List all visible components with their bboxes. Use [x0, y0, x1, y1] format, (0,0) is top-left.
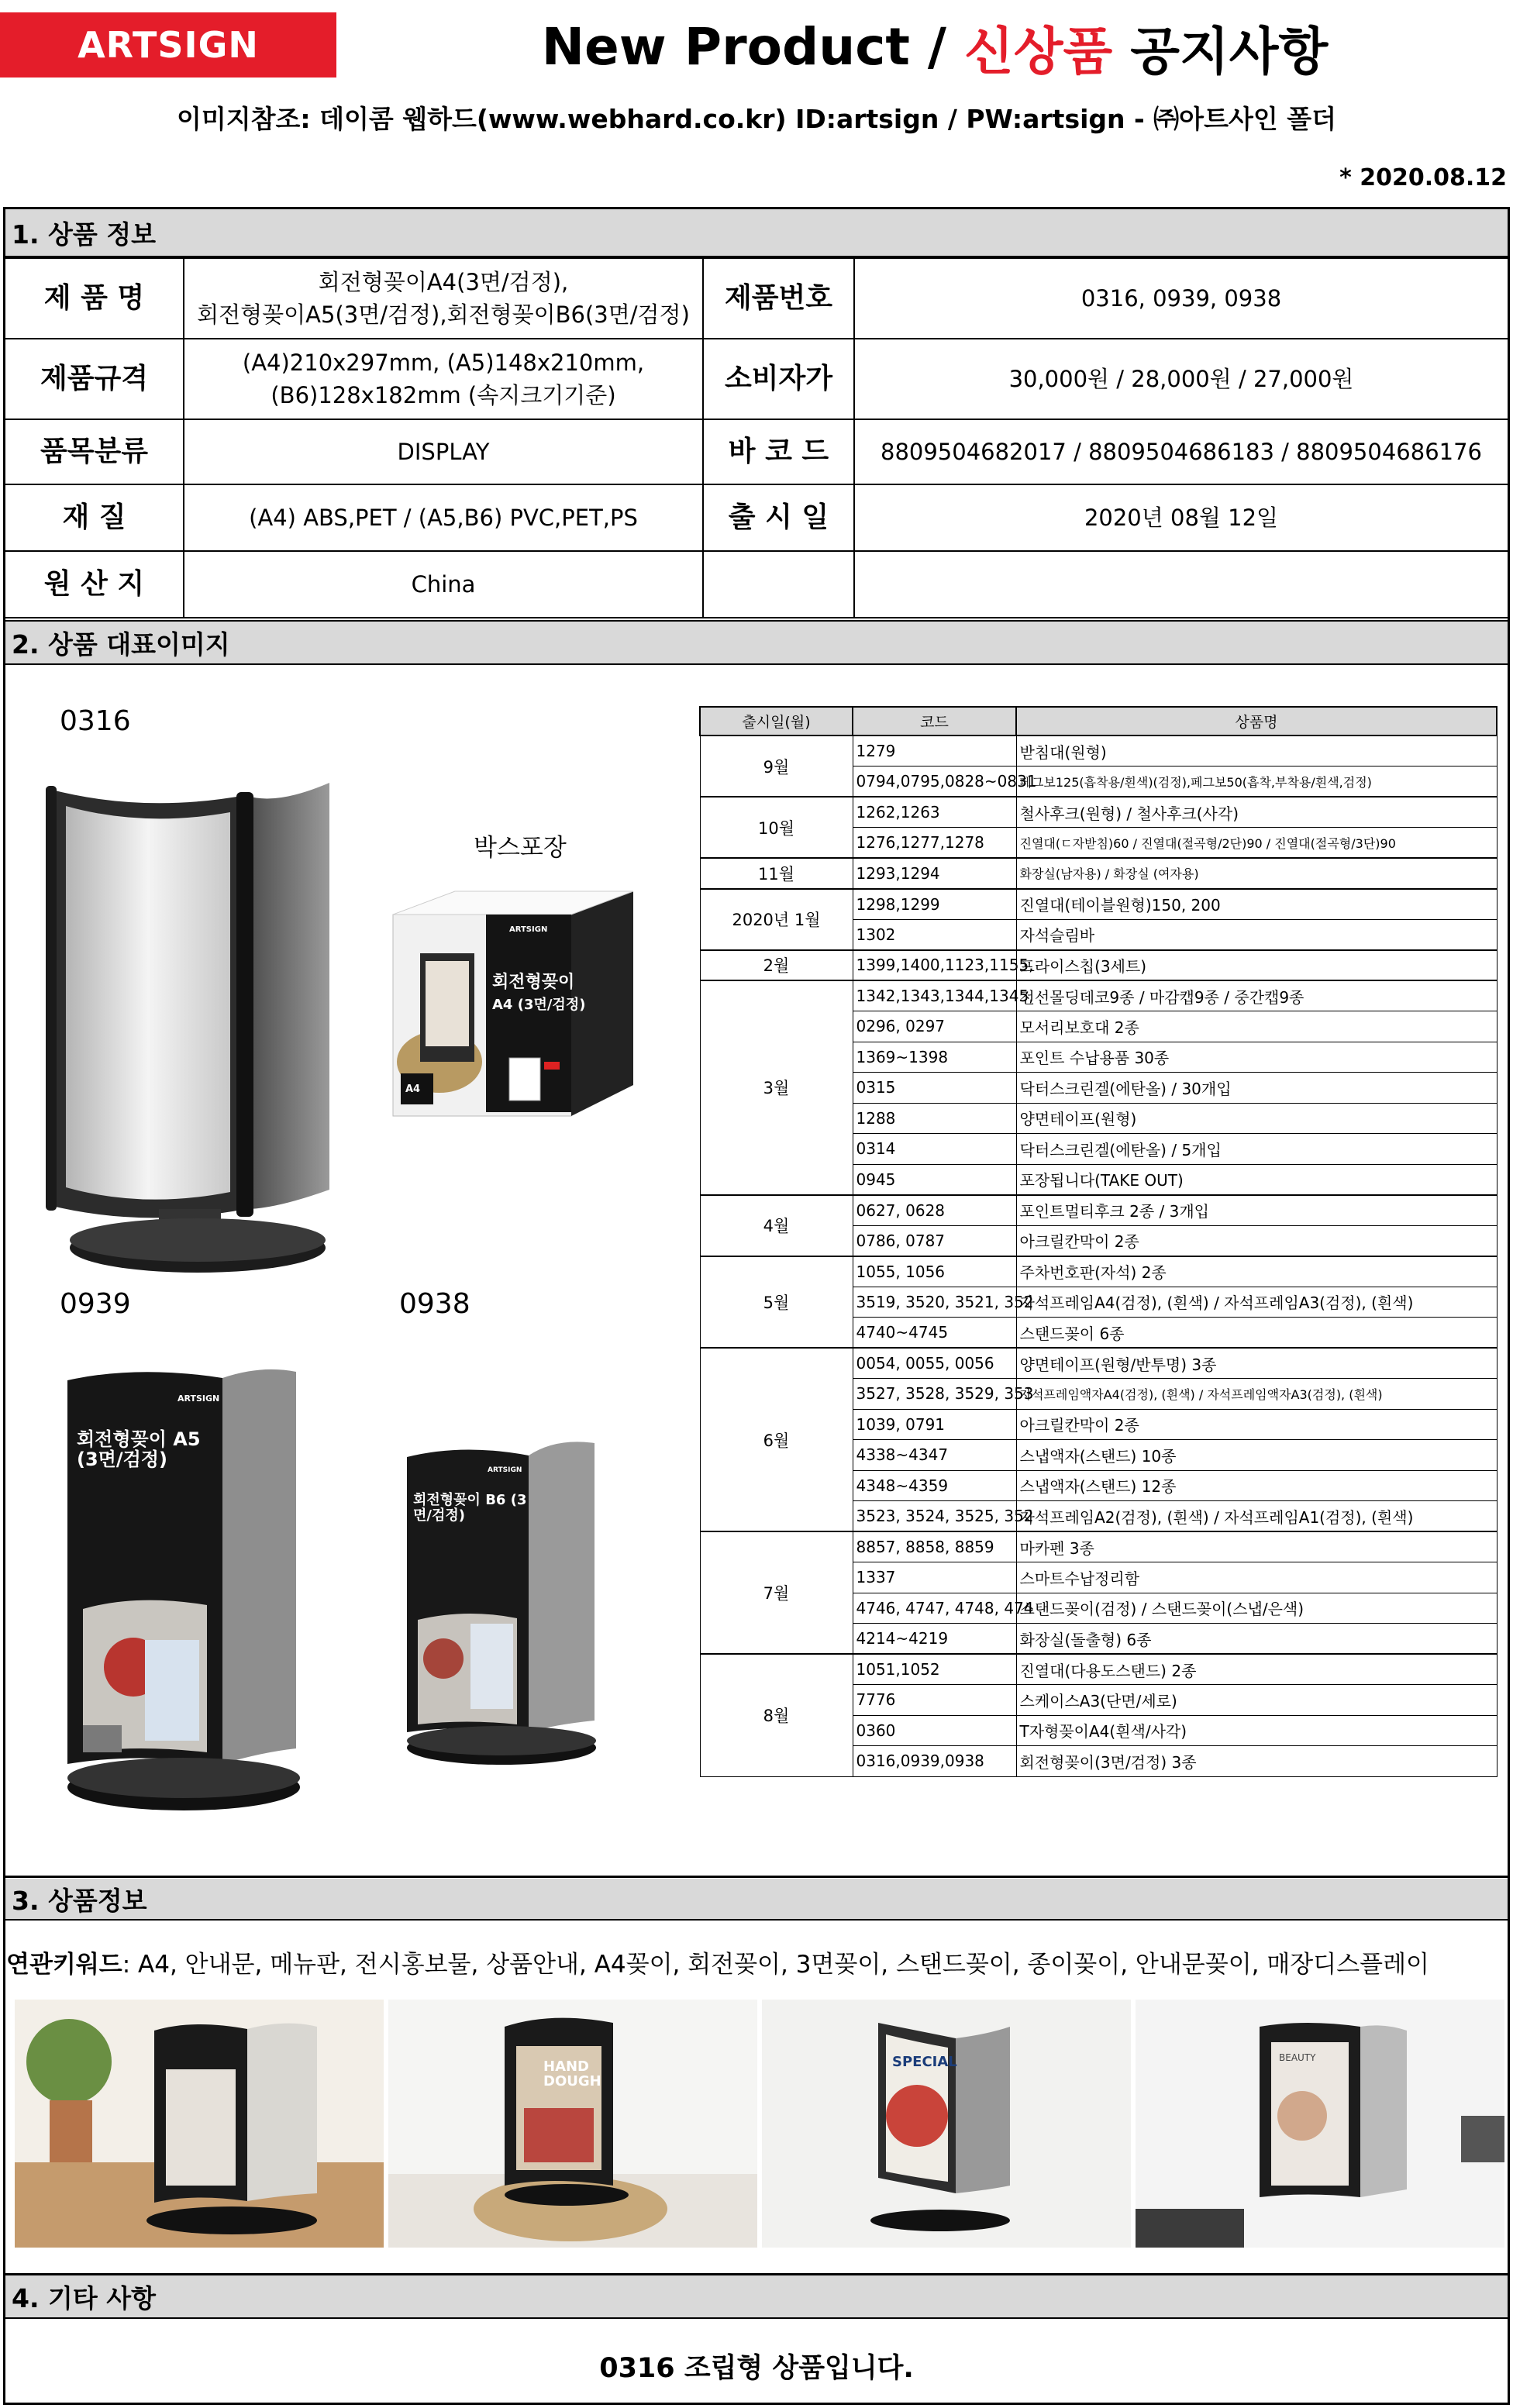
info-row-material	[5, 484, 1508, 551]
product-name-cell: 스탠드꽂이 6종	[1016, 1318, 1497, 1349]
lifestyle-photo-3	[762, 2000, 1131, 2248]
label-barcode: 바 코 드	[703, 419, 854, 484]
product-code-cell: 0794,0795,0828~0831	[853, 766, 1016, 797]
release-schedule-table	[699, 706, 1497, 1777]
product-image-0939	[60, 1361, 304, 1814]
product-name-cell: 양면테이프(원형)	[1016, 1103, 1497, 1134]
product-code-cell: 4746, 4747, 4748, 474	[853, 1593, 1016, 1624]
lifestyle-photo-1	[15, 2000, 384, 2248]
image-label-0938: 0938	[399, 1288, 470, 1320]
release-month-cell: 11월	[700, 858, 853, 889]
release-month-cell: 6월	[700, 1348, 853, 1531]
product-name-cell: 아크릴칸막이 2종	[1016, 1225, 1497, 1256]
header-product-name: 상품명	[1016, 707, 1497, 735]
product-name-cell: 자석슬림바	[1016, 919, 1497, 950]
header-release-month: 출시일(월)	[700, 707, 853, 735]
product-code-cell: 4214~4219	[853, 1624, 1016, 1655]
product-code-cell: 0054, 0055, 0056	[853, 1348, 1016, 1379]
value-product-number: 0316, 0939, 0938	[854, 258, 1508, 339]
product-info-table	[5, 257, 1508, 618]
product-code-cell: 4740~4745	[853, 1318, 1016, 1349]
product-code-cell: 1293,1294	[853, 858, 1016, 889]
a5-brand: ARTSIGN	[177, 1393, 220, 1404]
label-category: 품목분류	[5, 419, 184, 484]
table-row	[700, 1654, 1497, 1685]
product-code-cell: 7776	[853, 1685, 1016, 1716]
image-label-0939: 0939	[60, 1288, 131, 1320]
keyword-line	[6, 1945, 1429, 1979]
label-release-date: 출 시 일	[703, 484, 854, 551]
value-price: 30,000원 / 28,000원 / 27,000원	[854, 339, 1508, 419]
image-label-0316: 0316	[60, 705, 131, 737]
title-new-product: 신상품	[963, 21, 1113, 81]
product-code-cell: 8857, 8858, 8859	[853, 1531, 1016, 1562]
product-code-cell: 3527, 3528, 3529, 353	[853, 1379, 1016, 1410]
product-code-cell: 3519, 3520, 3521, 352	[853, 1287, 1016, 1318]
product-code-cell: 0314	[853, 1134, 1016, 1165]
notice-date: * 2020.08.12	[1339, 164, 1507, 191]
product-code-cell: 1302	[853, 919, 1016, 950]
product-name-cell: 화장실(남자용) / 화장실 (여자용)	[1016, 858, 1497, 889]
header-code: 코드	[853, 707, 1016, 735]
product-name-cell: 스케이스A3(단면/세로)	[1016, 1685, 1497, 1716]
product-code-cell: 3523, 3524, 3525, 352	[853, 1501, 1016, 1532]
product-name-cell: 마카펜 3종	[1016, 1531, 1497, 1562]
product-image-0316	[43, 775, 337, 1279]
product-name-cell: 페그보125(흡착용/흰색)(검정),페그보50(흡착,부착용/흰색,검정)	[1016, 766, 1497, 797]
value-barcode: 8809504682017 / 8809504686183 / 8809504686176	[854, 419, 1508, 484]
product-name-cell: 화장실(돌출형) 6종	[1016, 1624, 1497, 1655]
lifestyle-photo-2	[388, 2000, 757, 2248]
label-spec: 제품규격	[5, 339, 184, 419]
product-name-cell: 포인트 수납용품 30종	[1016, 1042, 1497, 1073]
label-product-name: 제 품 명	[5, 258, 184, 339]
product-name-cell: 스탠드꽂이(검정) / 스탠드꽂이(스냅/은색)	[1016, 1593, 1497, 1624]
box-product-name-1: 회전형꽂이	[492, 973, 575, 992]
box-size-badge: A4	[405, 1083, 421, 1095]
info-row-name	[5, 258, 1508, 339]
release-month-cell: 8월	[700, 1654, 853, 1776]
photo2-sign-text: HAND DOUGH	[543, 2058, 601, 2089]
product-name-cell: T자형꽂이A4(흰색/사각)	[1016, 1715, 1497, 1746]
table-row	[700, 797, 1497, 828]
release-month-cell: 7월	[700, 1531, 853, 1654]
release-month-cell: 2월	[700, 950, 853, 981]
table-row	[700, 1256, 1497, 1287]
product-code-cell: 1337	[853, 1562, 1016, 1593]
assembly-note: 0316 조립형 상품입니다.	[599, 2353, 914, 2384]
product-name-cell: 진열대(다용도스탠드) 2종	[1016, 1654, 1497, 1685]
product-name-cell: 포인트멀티후크 2종 / 3개입	[1016, 1195, 1497, 1226]
product-name-cell: 진열대(테이블원형)150, 200	[1016, 889, 1497, 920]
product-name-cell: 닥터스크린겔(에탄올) / 30개입	[1016, 1073, 1497, 1104]
value-origin: China	[184, 551, 703, 618]
product-code-cell: 0296, 0297	[853, 1011, 1016, 1042]
title-suffix: 공지사항	[1130, 21, 1329, 81]
value-release-date: 2020년 08월 12일	[854, 484, 1508, 551]
section-2-header: 2. 상품 대표이미지	[5, 620, 1508, 665]
product-image-0938	[401, 1426, 598, 1767]
product-code-cell: 0627, 0628	[853, 1195, 1016, 1226]
release-table-header	[700, 707, 1497, 735]
product-name-cell: 철사후크(원형) / 철사후크(사각)	[1016, 797, 1497, 828]
product-name-cell: 포장됩니다(TAKE OUT)	[1016, 1164, 1497, 1195]
product-code-cell: 0945	[853, 1164, 1016, 1195]
product-name-cell: 스냅액자(스탠드) 10종	[1016, 1440, 1497, 1471]
table-row	[700, 858, 1497, 889]
table-row	[700, 889, 1497, 920]
product-code-cell: 1399,1400,1123,1155,	[853, 950, 1016, 981]
label-price: 소비자가	[703, 339, 854, 419]
product-name-cell: 자석프레임A2(검정), (흰색) / 자석프레임A1(검정), (흰색)	[1016, 1501, 1497, 1532]
product-code-cell: 0315	[853, 1073, 1016, 1104]
keyword-label: 연관키워드	[6, 1951, 122, 1979]
b6-brand: ARTSIGN	[488, 1466, 522, 1474]
product-code-cell: 1039, 0791	[853, 1409, 1016, 1440]
product-code-cell: 0786, 0787	[853, 1225, 1016, 1256]
image-reference-line: 이미지참조: 데이콤 웹하드(www.webhard.co.kr) ID:artsign / PW:artsign - ㈜아트사인 폴더	[177, 104, 1336, 134]
b6-product-name: 회전형꽂이 B6 (3면/검정)	[413, 1492, 527, 1524]
release-table-body	[700, 735, 1497, 1776]
product-code-cell: 1055, 1056	[853, 1256, 1016, 1287]
product-name-cell: 양면테이프(원형/반투명) 3종	[1016, 1348, 1497, 1379]
table-row	[700, 1531, 1497, 1562]
product-code-cell: 1298,1299	[853, 889, 1016, 920]
box-brand: ARTSIGN	[509, 925, 548, 934]
product-name-cell: 자석프레임A4(검정), (흰색) / 자석프레임A3(검정), (흰색)	[1016, 1287, 1497, 1318]
section-divider	[5, 1876, 1508, 1878]
product-code-cell: 0316,0939,0938	[853, 1746, 1016, 1777]
box-product-name-2: A4 (3면/검정)	[492, 997, 586, 1013]
product-name-cell: 자석프레임액자A4(검정), (흰색) / 자석프레임액자A3(검정), (흰색)	[1016, 1379, 1497, 1410]
product-code-cell: 4348~4359	[853, 1470, 1016, 1501]
image-label-box: 박스포장	[474, 834, 567, 862]
product-code-cell: 1288	[853, 1103, 1016, 1134]
value-category: DISPLAY	[184, 419, 703, 484]
photo4-sign-text: BEAUTY	[1279, 2052, 1316, 2063]
info-row-origin	[5, 551, 1508, 618]
empty-value-cell	[854, 551, 1508, 618]
value-material: (A4) ABS,PET / (A5,B6) PVC,PET,PS	[184, 484, 703, 551]
table-row	[700, 1348, 1497, 1379]
table-row	[700, 950, 1497, 981]
product-name-cell: 주차번호판(자석) 2종	[1016, 1256, 1497, 1287]
a5-product-name: 회전형꽂이 A5 (3면/검정)	[77, 1428, 201, 1471]
page-title	[388, 8, 1482, 85]
lifestyle-photo-4	[1136, 2000, 1504, 2248]
info-row-category	[5, 419, 1508, 484]
section-4-header: 4. 기타 사항	[5, 2275, 1508, 2319]
product-code-cell: 1051,1052	[853, 1654, 1016, 1685]
value-product-name: 회전형꽂이A4(3면/검정), 회전형꽂이A5(3면/검정),회전형꽂이B6(3면/검정)	[184, 258, 703, 339]
product-name-cell: 진열대(ㄷ자받침)60 / 진열대(절곡형/2단)90 / 진열대(절곡형/3단)90	[1016, 828, 1497, 859]
product-name-cell: 닥터스크린겔(에탄올) / 5개입	[1016, 1134, 1497, 1165]
product-name-cell: 아크릴칸막이 2종	[1016, 1409, 1497, 1440]
product-name-cell: 스냅액자(스탠드) 12종	[1016, 1470, 1497, 1501]
artsign-logo: ARTSIGN	[0, 12, 336, 78]
empty-label-cell	[703, 551, 854, 618]
product-name-cell: 전선몰딩데코9종 / 마감캡9종 / 중간캡9종	[1016, 980, 1497, 1011]
section-1-header: 1. 상품 정보	[5, 209, 1508, 257]
product-code-cell: 1276,1277,1278	[853, 828, 1016, 859]
product-code-cell: 1279	[853, 735, 1016, 766]
table-row	[700, 980, 1497, 1011]
release-month-cell: 5월	[700, 1256, 853, 1349]
label-origin: 원 산 지	[5, 551, 184, 618]
product-code-cell: 1262,1263	[853, 797, 1016, 828]
label-product-number: 제품번호	[703, 258, 854, 339]
value-spec: (A4)210x297mm, (A5)148x210mm, (B6)128x182mm (속지크기기준)	[184, 339, 703, 419]
product-name-cell: 스마트수납정리함	[1016, 1562, 1497, 1593]
release-month-cell: 9월	[700, 735, 853, 797]
release-month-cell: 3월	[700, 980, 853, 1195]
section-3-header: 3. 상품정보	[5, 1879, 1508, 1921]
product-code-cell: 4338~4347	[853, 1440, 1016, 1471]
table-row	[700, 1195, 1497, 1226]
release-month-cell: 4월	[700, 1195, 853, 1256]
product-box-image	[385, 884, 645, 1132]
product-name-cell: 받침대(원형)	[1016, 735, 1497, 766]
info-row-spec	[5, 339, 1508, 419]
product-name-cell: 회전형꽂이(3면/검정) 3종	[1016, 1746, 1497, 1777]
product-code-cell: 1369~1398	[853, 1042, 1016, 1073]
product-name-cell: 프라이스칩(3세트)	[1016, 950, 1497, 981]
keyword-list: : A4, 안내문, 메뉴판, 전시홍보물, 상품안내, A4꽂이, 회전꽂이, 3면꽂이, 스탠드꽂이, 종이꽂이, 안내문꽂이, 매장디스플레이	[122, 1951, 1429, 1979]
title-prefix: New Product /	[541, 16, 946, 77]
table-row	[700, 735, 1497, 766]
product-code-cell: 0360	[853, 1715, 1016, 1746]
product-code-cell: 1342,1343,1344,1345,	[853, 980, 1016, 1011]
release-month-cell: 2020년 1월	[700, 889, 853, 950]
label-material: 재 질	[5, 484, 184, 551]
release-month-cell: 10월	[700, 797, 853, 858]
photo3-sign-text: SPECIAL	[892, 2054, 957, 2070]
product-name-cell: 모서리보호대 2종	[1016, 1011, 1497, 1042]
